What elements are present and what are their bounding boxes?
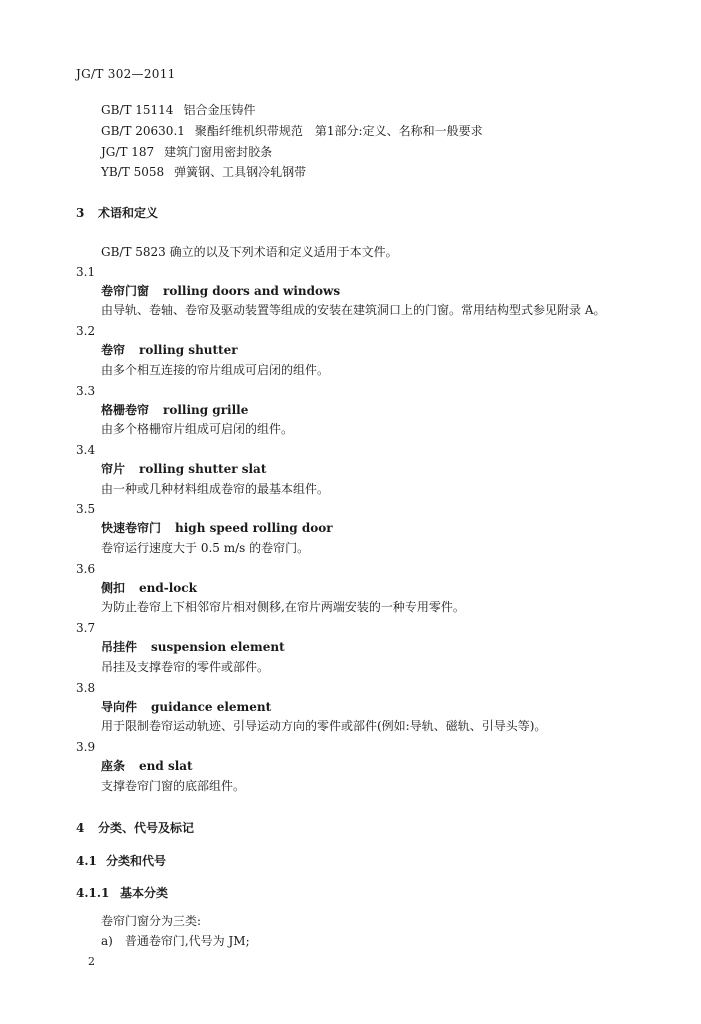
term-definition: 吊挂及支撑卷帘的零件或部件。 [101,660,270,674]
body-text: 卷帘门窗分为三类: [101,914,202,928]
term-definition: 由多个格栅帘片组成可启闭的组件。 [101,422,294,436]
reference-item: GB/T 15114 铝合金压铸件 [101,103,256,117]
reference-item: YB/T 5058 弹簧钢、工具钢冷轧钢带 [101,165,307,179]
section-intro: GB/T 5823 确立的以及下列术语和定义适用于本文件。 [101,245,398,259]
term-definition: 用于限制卷帘运动轨迹、引导运动方向的零件或部件(例如:导轨、磁轨、引导头等)。 [101,719,547,733]
term-title: 座条 end slat [101,759,193,773]
term-title: 帘片 rolling shutter slat [101,462,267,476]
term-title: 快速卷帘门 high speed rolling door [101,521,333,535]
page-number: 2 [88,955,95,968]
term-number: 3.8 [76,681,96,695]
subsection-heading: 4.1 分类和代号 [76,854,167,868]
term-title: 卷帘门窗 rolling doors and windows [101,284,341,298]
document-code-header: JG/T 302—2011 [76,67,176,81]
subsection-heading: 4.1.1 基本分类 [76,886,169,900]
section-heading: 3 术语和定义 [76,206,159,220]
term-title: 格栅卷帘 rolling grille [101,403,249,417]
term-title: 侧扣 end-lock [101,581,197,595]
term-title: 吊挂件 suspension element [101,640,285,654]
term-number: 3.6 [76,562,96,576]
term-number: 3.5 [76,502,96,516]
reference-item: JG/T 187 建筑门窗用密封胶条 [101,145,273,159]
reference-item: GB/T 20630.1 聚酯纤维机织带规范 第1部分:定义、名称和一般要求 [101,124,483,138]
term-number: 3.2 [76,324,96,338]
term-number: 3.3 [76,384,96,398]
term-definition: 卷帘运行速度大于 0.5 m/s 的卷帘门。 [101,541,310,555]
list-item: a) 普通卷帘门,代号为 JM; [101,934,250,948]
term-number: 3.7 [76,621,96,635]
term-definition: 为防止卷帘上下相邻帘片相对侧移,在帘片两端安装的一种专用零件。 [101,600,465,614]
term-definition: 由导轨、卷轴、卷帘及驱动装置等组成的安装在建筑洞口上的门窗。常用结构型式参见附录 A。 [101,303,606,317]
term-number: 3.1 [76,265,96,279]
term-number: 3.4 [76,443,96,457]
section-heading: 4 分类、代号及标记 [76,821,195,835]
term-number: 3.9 [76,740,96,754]
term-definition: 支撑卷帘门窗的底部组件。 [101,779,246,793]
term-definition: 由多个相互连接的帘片组成可启闭的组件。 [101,363,330,377]
term-title: 导向件 guidance element [101,700,272,714]
term-definition: 由一种或几种材料组成卷帘的最基本组件。 [101,482,330,496]
term-title: 卷帘 rolling shutter [101,343,238,357]
